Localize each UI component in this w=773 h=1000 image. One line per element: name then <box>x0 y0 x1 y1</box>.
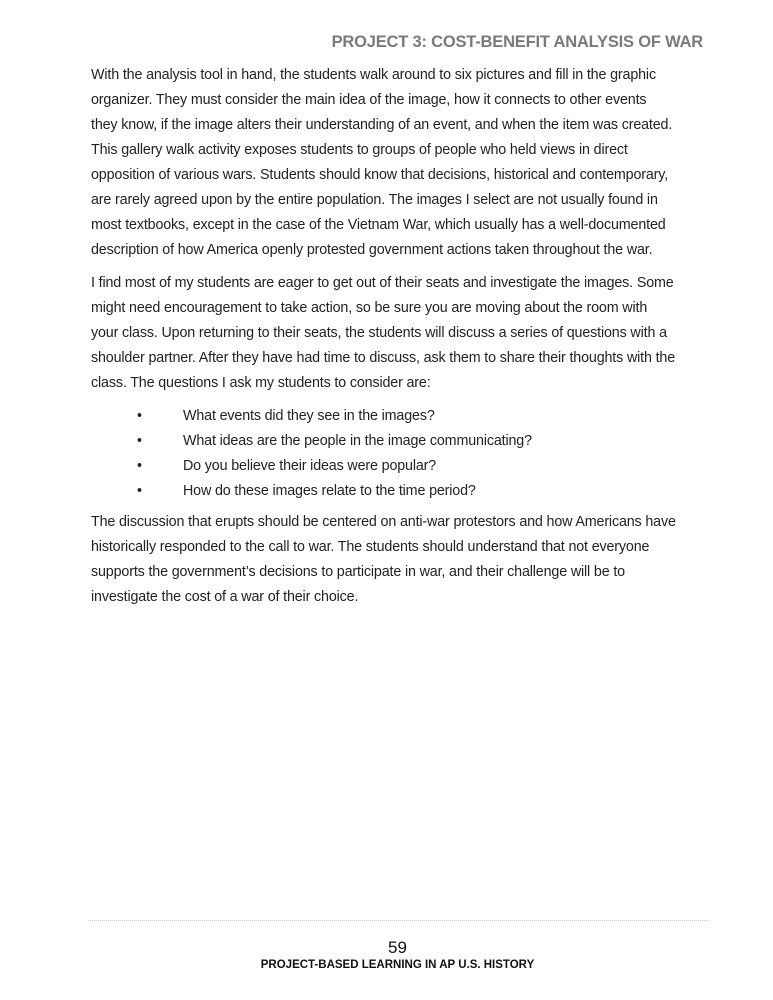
footer-divider <box>88 920 709 921</box>
text-line: organizer. They must consider the main idea of the image, how it connects to other events <box>91 92 647 108</box>
text-line: they know, if the image alters their understanding of an event, and when the item was created. <box>91 117 673 133</box>
list-item-text: What events did they see in the images? <box>183 408 435 424</box>
paragraph-3 <box>91 510 731 610</box>
text-line: class. The questions I ask my students to consider are: <box>91 375 431 391</box>
text-line: supports the government’s decisions to participate in war, and their challenge will be to <box>91 564 625 580</box>
bullet-icon: • <box>137 433 142 449</box>
bullet-icon: • <box>137 458 142 474</box>
text-line: might need encouragement to take action, so be sure you are moving about the room with <box>91 300 648 316</box>
question-list <box>91 404 731 504</box>
book-title-footer: PROJECT-BASED LEARNING IN AP U.S. HISTORY <box>260 959 535 971</box>
text-line: shoulder partner. After they have had time to discuss, ask them to share their thoughts with the <box>91 350 676 366</box>
text-line: The discussion that erupts should be centered on anti-war protestors and how Americans have <box>91 514 676 530</box>
list-item <box>91 454 731 479</box>
page-number: 59 <box>388 938 407 957</box>
text-line: This gallery walk activity exposes students to groups of people who held views in direct <box>91 142 628 158</box>
text-line: most textbooks, except in the case of the Vietnam War, which usually has a well-documented <box>91 217 666 233</box>
paragraph-2 <box>91 271 731 396</box>
list-item <box>91 479 731 504</box>
running-header: PROJECT 3: COST-BENEFIT ANALYSIS OF WAR <box>331 33 703 51</box>
text-line: description of how America openly protested government actions taken throughout the war. <box>91 242 653 258</box>
list-item <box>91 429 731 454</box>
bullet-icon: • <box>137 408 142 424</box>
paragraph-1 <box>91 63 731 263</box>
text-line: your class. Upon returning to their seats, the students will discuss a series of questions with a <box>91 325 667 341</box>
list-item-text: How do these images relate to the time period? <box>183 483 476 499</box>
list-item <box>91 404 731 429</box>
text-line: With the analysis tool in hand, the students walk around to six pictures and fill in the graphic <box>91 67 656 83</box>
text-line: historically responded to the call to war. The students should understand that not everyone <box>91 539 650 555</box>
bullet-icon: • <box>137 483 142 499</box>
text-line: I find most of my students are eager to get out of their seats and investigate the images. Some <box>91 275 674 291</box>
text-line: are rarely agreed upon by the entire population. The images I select are not usually found in <box>91 192 658 208</box>
text-line: investigate the cost of a war of their choice. <box>91 589 359 605</box>
text-line: opposition of various wars. Students should know that decisions, historical and contemporary, <box>91 167 669 183</box>
list-item-text: What ideas are the people in the image communicating? <box>183 433 532 449</box>
list-item-text: Do you believe their ideas were popular? <box>183 458 437 474</box>
body-text <box>91 63 731 618</box>
